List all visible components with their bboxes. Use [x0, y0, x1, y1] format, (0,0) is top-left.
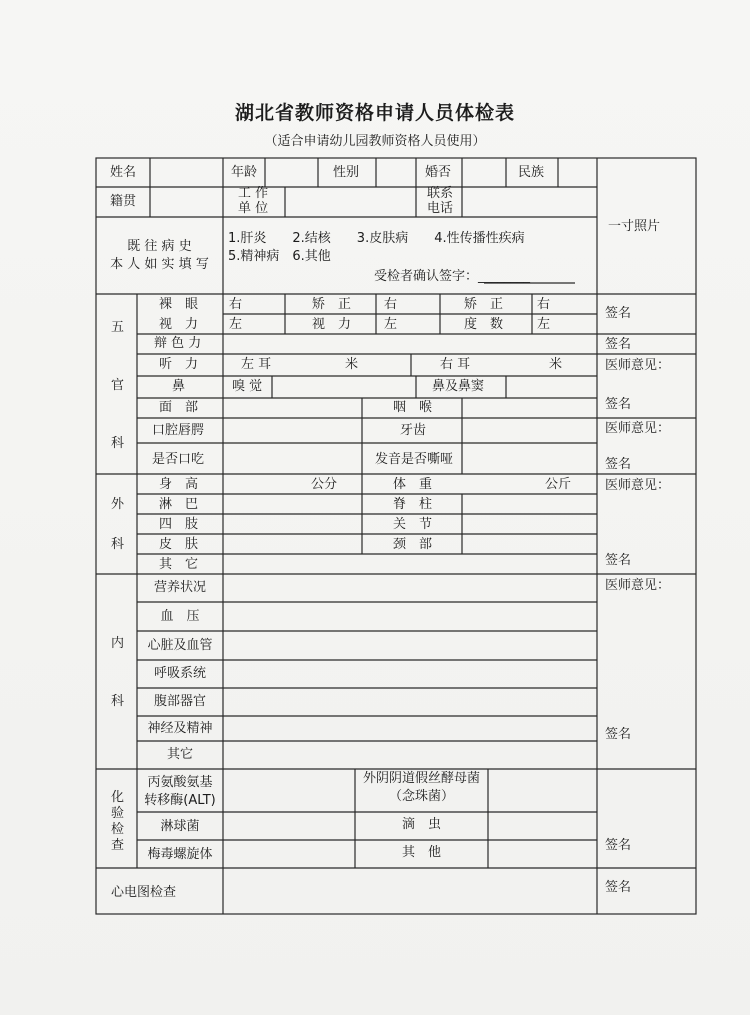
section-waike-2: 科 — [111, 537, 125, 552]
section-lab-2: 验 — [111, 806, 125, 821]
sign-oral: 签名 — [605, 457, 632, 472]
photo-placeholder: 一寸照片 — [608, 219, 661, 234]
sign-ecg: 签名 — [605, 880, 632, 895]
label-ethnicity: 民族 — [518, 165, 545, 180]
section-neike-2: 科 — [111, 694, 125, 709]
label-nose: 鼻 — [172, 379, 186, 394]
label-marital: 婚否 — [425, 165, 452, 180]
label-stutter: 是否口吃 — [152, 452, 205, 467]
label-gender: 性别 — [333, 165, 360, 180]
label-native-place: 籍贯 — [110, 194, 137, 209]
opinion-surgery: 医师意见： — [605, 478, 671, 493]
label-height: 身 高 — [159, 477, 199, 492]
label-hoarse: 发音是否嘶哑 — [375, 452, 454, 467]
section-lab-1: 化 — [111, 790, 125, 805]
naked-left: 左 — [229, 317, 243, 332]
label-hearing: 听 力 — [159, 357, 199, 372]
section-neike-1: 内 — [111, 636, 125, 651]
label-teeth: 牙齿 — [400, 423, 427, 438]
section-waike-1: 外 — [111, 497, 125, 512]
label-nutrition: 营养状况 — [153, 580, 206, 595]
label-naked-eye-1: 裸 眼 — [159, 297, 199, 312]
label-syphilis: 梅毒螺旋体 — [147, 847, 213, 862]
label-naked-eye-2: 视 力 — [159, 317, 199, 332]
section-wuguan-1: 五 — [111, 320, 125, 335]
label-candida-2: （念珠菌） — [388, 789, 454, 804]
label-work-unit-2: 单 位 — [238, 201, 269, 216]
label-neuro: 神经及精神 — [147, 721, 213, 736]
label-corrected-1: 矫 正 — [312, 297, 352, 312]
label-right-ear: 右 耳 — [440, 357, 471, 372]
label-blood-pressure: 血 压 — [160, 609, 200, 624]
label-alt-1: 丙氨酸氨基 — [147, 775, 213, 790]
label-lab-other: 其 他 — [401, 845, 441, 860]
label-spine: 脊 柱 — [393, 497, 433, 512]
label-work-unit-1: 工 作 — [238, 186, 269, 201]
label-neck: 颈 部 — [393, 537, 433, 552]
correction-right: 右 — [537, 297, 551, 312]
history-label-2: 本 人 如 实 填 写 — [110, 257, 209, 272]
label-name: 姓名 — [110, 165, 137, 180]
section-lab-4: 查 — [111, 838, 125, 853]
correction-left: 左 — [537, 317, 551, 332]
section-lab-3: 检 — [111, 822, 125, 837]
history-label-1: 既 往 病 史 — [127, 239, 192, 254]
label-ecg: 心电图检查 — [111, 885, 177, 900]
label-skin: 皮 肤 — [159, 537, 199, 552]
label-joints: 关 节 — [393, 517, 433, 532]
label-correction-1: 矫 正 — [464, 297, 504, 312]
unit-meter-left: 米 — [345, 357, 359, 372]
label-sinus: 鼻及鼻窦 — [432, 379, 485, 394]
label-left-ear: 左 耳 — [241, 357, 272, 372]
label-heart: 心脏及血管 — [147, 638, 213, 653]
sign-vision: 签名 — [605, 306, 632, 321]
history-options-1: 1.肝炎 2.结核 3.皮肤病 4.性传播性疾病 — [228, 231, 525, 246]
label-age: 年龄 — [231, 165, 258, 180]
opinion-internal: 医师意见： — [605, 578, 671, 593]
history-confirm-signature: 受检者确认签字：________ — [374, 269, 531, 284]
corrected-left: 左 — [384, 317, 398, 332]
label-corrected-2: 视 力 — [312, 317, 352, 332]
label-color-vision: 辩 色 力 — [154, 336, 202, 351]
opinion-oral: 医师意见： — [605, 421, 671, 436]
label-smell: 嗅 觉 — [232, 379, 263, 394]
label-throat: 咽 喉 — [393, 400, 433, 415]
corrected-right: 右 — [384, 297, 398, 312]
label-lymph: 淋 巴 — [159, 497, 199, 512]
unit-meter-right: 米 — [549, 357, 563, 372]
form-title: 湖北省教师资格申请人员体检表 — [234, 102, 515, 124]
section-wuguan-2: 官 — [111, 378, 125, 393]
label-contact-2: 电话 — [427, 201, 454, 216]
label-candida-1: 外阴阴道假丝酵母菌 — [362, 771, 480, 786]
naked-right: 右 — [229, 297, 243, 312]
label-correction-2: 度 数 — [464, 317, 504, 332]
sign-lab: 签名 — [605, 838, 632, 853]
label-weight: 体 重 — [393, 477, 433, 492]
label-limbs: 四 肢 — [159, 517, 199, 532]
sign-color: 签名 — [605, 337, 632, 352]
label-mouth: 口腔唇腭 — [152, 423, 205, 438]
label-trichomonas: 滴 虫 — [401, 817, 441, 832]
sign-internal: 签名 — [605, 727, 632, 742]
unit-cm: 公分 — [311, 477, 338, 492]
label-abdomen: 腹部器官 — [153, 694, 206, 709]
sign-surgery: 签名 — [605, 553, 632, 568]
sign-ent: 签名 — [605, 397, 632, 412]
section-wuguan-3: 科 — [111, 436, 125, 451]
label-alt-2: 转移酶(ALT) — [144, 793, 216, 808]
unit-kg: 公斤 — [545, 477, 572, 492]
label-face: 面 部 — [159, 400, 199, 415]
label-contact-1: 联系 — [427, 186, 454, 201]
label-gonorrhea: 淋球菌 — [160, 819, 200, 834]
label-surgery-other: 其 它 — [159, 557, 199, 572]
label-internal-other: 其它 — [166, 747, 193, 762]
form-subtitle: （适合申请幼儿园教师资格人员使用） — [264, 134, 486, 149]
opinion-ent: 医师意见： — [605, 358, 671, 373]
label-respiratory: 呼吸系统 — [153, 666, 206, 681]
history-options-2: 5.精神病 6.其他 — [228, 249, 331, 264]
